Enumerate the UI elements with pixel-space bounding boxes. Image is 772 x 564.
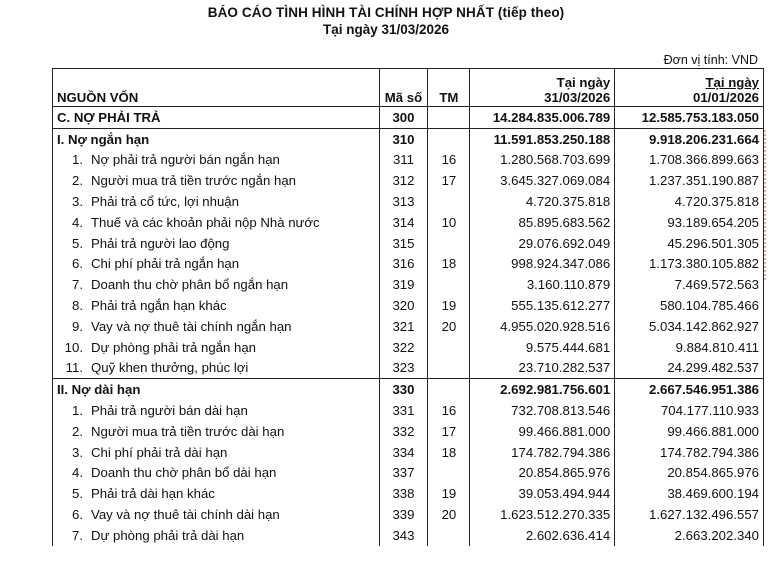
row-note: [428, 525, 470, 546]
row-label-text: Phải trả ngắn hạn khác: [91, 298, 227, 314]
row-index: 2.: [72, 423, 83, 439]
report-title: BÁO CÁO TÌNH HÌNH TÀI CHÍNH HỢP NHẤT (tiếp theo): [207, 5, 565, 20]
row-end: 20.854.865.976: [470, 463, 615, 484]
section-note: [428, 107, 470, 129]
row-start: 7.469.572.563: [615, 274, 764, 295]
row-label: [53, 504, 380, 525]
header-period-start-line2: 01/01/2026: [692, 90, 759, 105]
table-row: [53, 150, 764, 171]
row-label-text: Doanh thu chờ phân bổ ngắn hạn: [91, 277, 289, 293]
row-note: [428, 233, 470, 254]
row-label-text: Phải trả người lao động: [91, 235, 230, 251]
row-code: 313: [379, 191, 428, 212]
group-label: I. Nợ ngắn hạn: [53, 128, 380, 149]
group-code: 330: [379, 379, 428, 400]
liabilities-table: [52, 68, 764, 546]
row-end: 3.645.327.069.084: [470, 170, 615, 191]
row-label: [53, 525, 380, 546]
row-label: [53, 337, 380, 358]
section-row-liabilities: [53, 107, 764, 129]
row-code: 337: [379, 463, 428, 484]
header-period-end-line1: Tại ngày: [556, 75, 611, 90]
group-end: 2.692.981.756.601: [470, 379, 615, 400]
row-label: [53, 483, 380, 504]
row-label-text: Chi phí phải trả dài hạn: [91, 444, 228, 460]
row-note: 18: [428, 254, 470, 275]
row-label-text: Phải trả dài hạn khác: [91, 486, 215, 502]
row-index: 2.: [72, 173, 83, 189]
row-note: [428, 274, 470, 295]
group-end: 11.591.853.250.188: [470, 128, 615, 149]
row-label-text: Quỹ khen thưởng, phúc lợi: [91, 360, 249, 376]
row-start: 38.469.600.194: [615, 483, 764, 504]
row-note: 17: [428, 170, 470, 191]
table-row: [53, 254, 764, 275]
row-start: 93.189.654.205: [615, 212, 764, 233]
row-end: 2.602.636.414: [470, 525, 615, 546]
group-code: 310: [379, 128, 428, 149]
section-start: 12.585.753.183.050: [615, 107, 764, 129]
row-start: 704.177.110.933: [615, 400, 764, 421]
row-code: 319: [379, 274, 428, 295]
row-label-text: Vay và nợ thuê tài chính dài hạn: [91, 507, 280, 523]
row-note: 19: [428, 295, 470, 316]
row-start: 2.663.202.340: [615, 525, 764, 546]
row-note: 20: [428, 316, 470, 337]
group-note: [428, 379, 470, 400]
row-end: 732.708.813.546: [470, 400, 615, 421]
row-note: 16: [428, 150, 470, 171]
row-label-text: Nợ phải trả người bán ngắn hạn: [91, 152, 280, 168]
row-index: 8.: [72, 298, 83, 314]
row-end: 555.135.612.277: [470, 295, 615, 316]
table-header-row: [53, 69, 764, 107]
row-label: [53, 358, 380, 379]
row-label-text: Người mua trả tiền trước ngắn hạn: [91, 173, 297, 189]
section-end: 14.284.835.006.789: [470, 107, 615, 129]
row-end: 1.280.568.703.699: [470, 150, 615, 171]
header-note: TM: [428, 69, 470, 107]
row-start: 174.782.794.386: [615, 442, 764, 463]
row-label-text: Chi phí phải trả ngắn hạn: [91, 256, 240, 272]
row-end: 39.053.494.944: [470, 483, 615, 504]
row-label: [53, 150, 380, 171]
row-code: 322: [379, 337, 428, 358]
row-label-text: Vay và nợ thuê tài chính ngắn hạn: [91, 318, 292, 334]
row-end: 1.623.512.270.335: [470, 504, 615, 525]
row-index: 3.: [72, 194, 83, 210]
row-end: 4.720.375.818: [470, 191, 615, 212]
row-index: 6.: [72, 256, 83, 272]
table-row: [53, 421, 764, 442]
row-code: 316: [379, 254, 428, 275]
row-label-text: Phải trả người bán dài hạn: [91, 403, 248, 419]
row-note: 16: [428, 400, 470, 421]
row-code: 320: [379, 295, 428, 316]
row-label: [53, 316, 380, 337]
header-source: NGUỒN VỐN: [53, 69, 380, 107]
row-label: [53, 191, 380, 212]
row-label: [53, 400, 380, 421]
header-period-end: [470, 69, 615, 107]
row-start: 45.296.501.305: [615, 233, 764, 254]
table-row: [53, 442, 764, 463]
row-note: [428, 463, 470, 484]
row-end: 3.160.110.879: [470, 274, 615, 295]
row-start: 9.884.810.411: [615, 337, 764, 358]
row-code: 314: [379, 212, 428, 233]
row-code: 334: [379, 442, 428, 463]
table-row: [53, 295, 764, 316]
section-code: 300: [379, 107, 428, 129]
row-note: [428, 337, 470, 358]
row-start: 1.237.351.190.887: [615, 170, 764, 191]
row-label-text: Dự phòng phải trả dài hạn: [91, 527, 245, 543]
table-row: [53, 400, 764, 421]
row-code: 338: [379, 483, 428, 504]
row-note: 20: [428, 504, 470, 525]
row-start: 1.708.366.899.663: [615, 150, 764, 171]
header-code: Mã số: [379, 69, 428, 107]
table-row: [53, 337, 764, 358]
row-index: 1.: [72, 403, 83, 419]
row-code: 315: [379, 233, 428, 254]
row-code: 312: [379, 170, 428, 191]
row-index: 9.: [72, 318, 83, 334]
row-label: [53, 442, 380, 463]
header-period-end-line2: 31/03/2026: [544, 90, 611, 105]
row-label: [53, 274, 380, 295]
group-label: II. Nợ dài hạn: [53, 379, 380, 400]
table-row: [53, 233, 764, 254]
row-note: [428, 191, 470, 212]
group-note: [428, 128, 470, 149]
row-index: 6.: [72, 507, 83, 523]
currency-unit: Đơn vị tính: VND: [663, 53, 758, 67]
row-end: 174.782.794.386: [470, 442, 615, 463]
row-label-text: Doanh thu chờ phân bổ dài hạn: [91, 465, 277, 481]
row-index: 1.: [72, 152, 83, 168]
table-row: [53, 212, 764, 233]
row-start: 4.720.375.818: [615, 191, 764, 212]
row-end: 998.924.347.086: [470, 254, 615, 275]
row-index: 7.: [72, 277, 83, 293]
table-row: [53, 525, 764, 546]
row-code: 323: [379, 358, 428, 379]
row-code: 332: [379, 421, 428, 442]
row-end: 23.710.282.537: [470, 358, 615, 379]
row-start: 5.034.142.862.927: [615, 316, 764, 337]
table-row: [53, 463, 764, 484]
row-label-text: Dự phòng phải trả ngắn hạn: [91, 339, 257, 355]
row-start: 20.854.865.976: [615, 463, 764, 484]
row-note: [428, 358, 470, 379]
row-code: 343: [379, 525, 428, 546]
row-index: 7.: [72, 527, 83, 543]
row-note: 18: [428, 442, 470, 463]
row-end: 9.575.444.681: [470, 337, 615, 358]
row-index: 10.: [64, 339, 83, 355]
report-date: Tại ngày 31/03/2026: [322, 22, 450, 37]
row-index: 11.: [65, 360, 83, 376]
row-code: 321: [379, 316, 428, 337]
row-end: 29.076.692.049: [470, 233, 615, 254]
row-label: [53, 463, 380, 484]
row-start: 580.104.785.466: [615, 295, 764, 316]
row-index: 3.: [72, 444, 83, 460]
row-label: [53, 254, 380, 275]
row-start: 24.299.482.537: [615, 358, 764, 379]
row-label: [53, 170, 380, 191]
row-code: 331: [379, 400, 428, 421]
table-row: [53, 191, 764, 212]
table-row: [53, 483, 764, 504]
group-start: 2.667.546.951.386: [615, 379, 764, 400]
table-row: [53, 274, 764, 295]
row-index: 5.: [72, 235, 83, 251]
row-label-text: Người mua trả tiền trước dài hạn: [91, 423, 285, 439]
row-note: 19: [428, 483, 470, 504]
row-end: 99.466.881.000: [470, 421, 615, 442]
group-start: 9.918.206.231.664: [615, 128, 764, 149]
row-label: [53, 212, 380, 233]
row-end: 4.955.020.928.516: [470, 316, 615, 337]
table-row: [53, 316, 764, 337]
row-label: [53, 295, 380, 316]
row-start: 1.627.132.496.557: [615, 504, 764, 525]
row-start: 1.173.380.105.882: [615, 254, 764, 275]
row-label: [53, 421, 380, 442]
header-period-start: [615, 69, 764, 107]
section-label: C. NỢ PHẢI TRẢ: [53, 107, 380, 129]
row-start: 99.466.881.000: [615, 421, 764, 442]
group-row-long-term: [53, 379, 764, 400]
table-row: [53, 170, 764, 191]
row-code: 311: [379, 150, 428, 171]
group-row-short-term: [53, 128, 764, 149]
margin-stamp-mark: [764, 130, 772, 280]
row-note: 17: [428, 421, 470, 442]
row-label-text: Phải trả cổ tức, lợi nhuận: [91, 194, 239, 210]
row-note: 10: [428, 212, 470, 233]
row-index: 5.: [72, 486, 83, 502]
table-row: [53, 504, 764, 525]
row-index: 4.: [72, 214, 83, 230]
row-label-text: Thuế và các khoản phải nộp Nhà nước: [91, 214, 320, 230]
header-period-start-line1: Tại ngày: [705, 75, 759, 90]
row-end: 85.895.683.562: [470, 212, 615, 233]
row-label: [53, 233, 380, 254]
table-row: [53, 358, 764, 379]
row-index: 4.: [72, 465, 83, 481]
row-code: 339: [379, 504, 428, 525]
